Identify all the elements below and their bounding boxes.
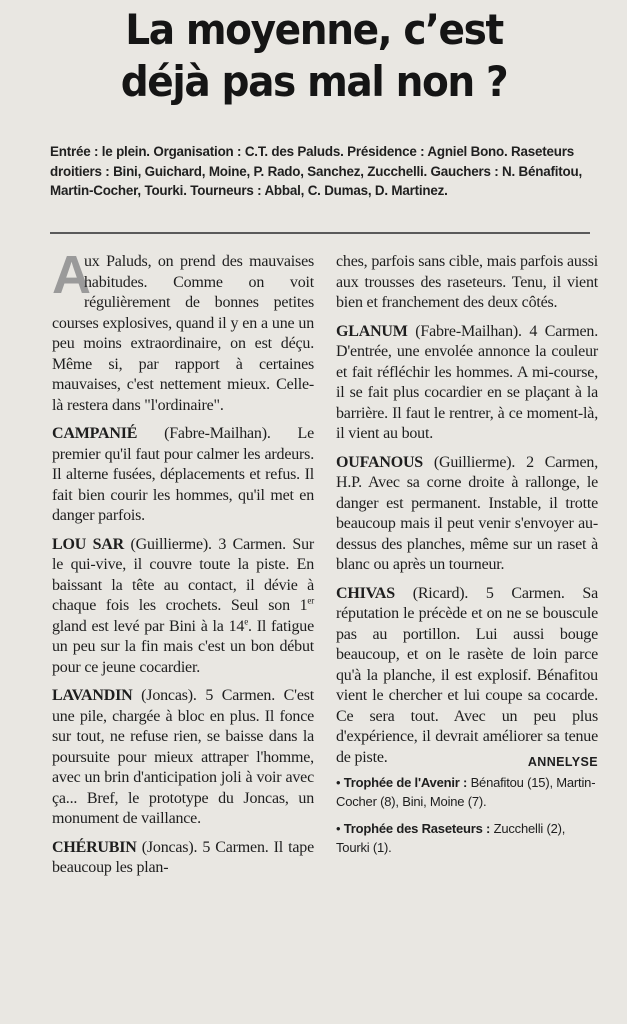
- column-left: [52, 245, 315, 887]
- bull-paragraph-glanum: [336, 322, 598, 445]
- bull-text: (Ricard). 5 Carmen. Sa réputation le précède et on ne se bouscule pas au portillon. Lui aussi bouge beaucoup, et on le rasète de loin parce qu'à la planche, il est explosif. Bénafitou vient le chercher et lui coupe sa cocarde. Ce sera tout. Avec un peu plus d'expérience, il devrait améliorer sa tenue de piste.: [336, 584, 598, 766]
- trophy-avenir: [336, 773, 598, 811]
- bull-text: . Il fatigue un peu sur la fin mais c'est un bon début pour ce jeune cocardier.: [52, 617, 314, 676]
- bull-name: OUFANOUS: [336, 453, 423, 471]
- bull-name: CHÉRUBIN: [52, 838, 137, 856]
- intro-text: ux Paluds, on prend des mauvaises habitudes. Comme on voit régulièrement de bonnes petites courses explosives, quand il y en a une un peu moins extraordinaire, on est déçu. Même si, par rapport à certaines mauvaises, c'est nettement mieux. Celle-là restera dans "l'ordinaire".: [52, 253, 314, 414]
- headline-line-2: déjà pas mal non ?: [120, 57, 508, 106]
- bull-text: (Guillierme). 2 Carmen, H.P. Avec sa corne droite à rallonge, le danger est permanent. Instable, il trotte beaucoup mais il peut venir s'envoyer au-dessus des planches, même sur un raset à blanc ou après un tourneur.: [336, 453, 598, 573]
- bull-text: (Joncas). 5 Carmen. Il tape beaucoup les plan-: [52, 838, 314, 876]
- lead-paragraph: Entrée : le plein. Organisation : C.T. des Paluds. Présidence : Agniel Bono. Raseteurs droitiers : Bini, Guichard, Moine, P. Rado, Sanchez, Zucchelli. Gauchers : N. Bénafitou, Martin-Cocher, Tourki. Tourneurs : Abbal, C. Dumas, D. Martinez.: [50, 144, 583, 199]
- bullet-icon: •: [336, 774, 341, 790]
- trophy-title: Trophée de l'Avenir :: [343, 774, 468, 790]
- bull-paragraph-campanie: [52, 424, 314, 527]
- bull-paragraph-lavandin: [52, 686, 314, 830]
- bull-paragraph-cherubin: [52, 838, 314, 879]
- bull-text: (Joncas). 5 Carmen. C'est une pile, chargée à bloc en plus. Il fonce sur tout, ne refuse rien, se baisse dans la poursuite pour mieux attraper l'homme, avec un brin d'anticipation joli à voir avec ça... Bref, le prototype du Joncas, un monument de vaillance.: [52, 687, 314, 827]
- continuation-paragraph: ches, parfois sans cible, mais parfois aussi aux trousses des raseteurs. Tenu, il vient bien et franchement des deux côtés.: [336, 253, 598, 311]
- intro-paragraph: [52, 245, 314, 416]
- bull-name: CHIVAS: [336, 584, 395, 602]
- bull-name: LOU SAR: [52, 535, 124, 553]
- trophy-text: Zucchelli (2), Tourki (1).: [336, 820, 566, 855]
- bull-text: (Fabre-Mailhan). Le premier qu'il faut pour calmer les ardeurs. Il alterne fusées, déplacements et refus. Il fait bien courir les hommes, qu'il met en danger parfois.: [52, 425, 314, 524]
- author-signature: ANNELYSE: [527, 755, 598, 769]
- drop-cap: A: [52, 245, 91, 305]
- bull-paragraph-lou-sar: [52, 535, 314, 679]
- trophy-raseteurs: [336, 819, 598, 857]
- bull-name: CAMPANIÉ: [52, 425, 138, 442]
- trophy-text: Bénafitou (15), Martin-Cocher (8), Bini, Moine (7).: [336, 774, 596, 809]
- superscript: e: [244, 616, 248, 627]
- divider-rule: [50, 232, 590, 234]
- trophy-title: Trophée des Raseteurs :: [343, 820, 491, 836]
- headline: [41, 4, 588, 108]
- bull-name: GLANUM: [336, 322, 408, 340]
- bull-text: (Guillierme). 3 Carmen. Sur le qui-vive, il couvre toute la piste. En baissant la tête au contact, il dévie à chaque fois les crochets. Seul son 1: [52, 535, 315, 614]
- headline-line-1: La moyenne, c’est: [125, 5, 503, 54]
- bullet-icon: •: [336, 820, 341, 836]
- superscript: er: [307, 595, 314, 606]
- column-right: [336, 252, 598, 865]
- bull-name: LAVANDIN: [52, 687, 133, 704]
- bull-paragraph-oufanous: [336, 453, 598, 576]
- bull-text: (Fabre-Mailhan). 4 Carmen. D'entrée, une envolée annonce la couleur et fait réfléchir les hommes. A mi-course, il se fait plus cocardier en se plaçant à la barrière. Il faut le rentrer, à ce moment-là, il vient au bout.: [336, 322, 598, 442]
- bull-paragraph-chivas: [336, 584, 598, 769]
- bull-text: gland est levé par Bini à la 14: [52, 617, 245, 635]
